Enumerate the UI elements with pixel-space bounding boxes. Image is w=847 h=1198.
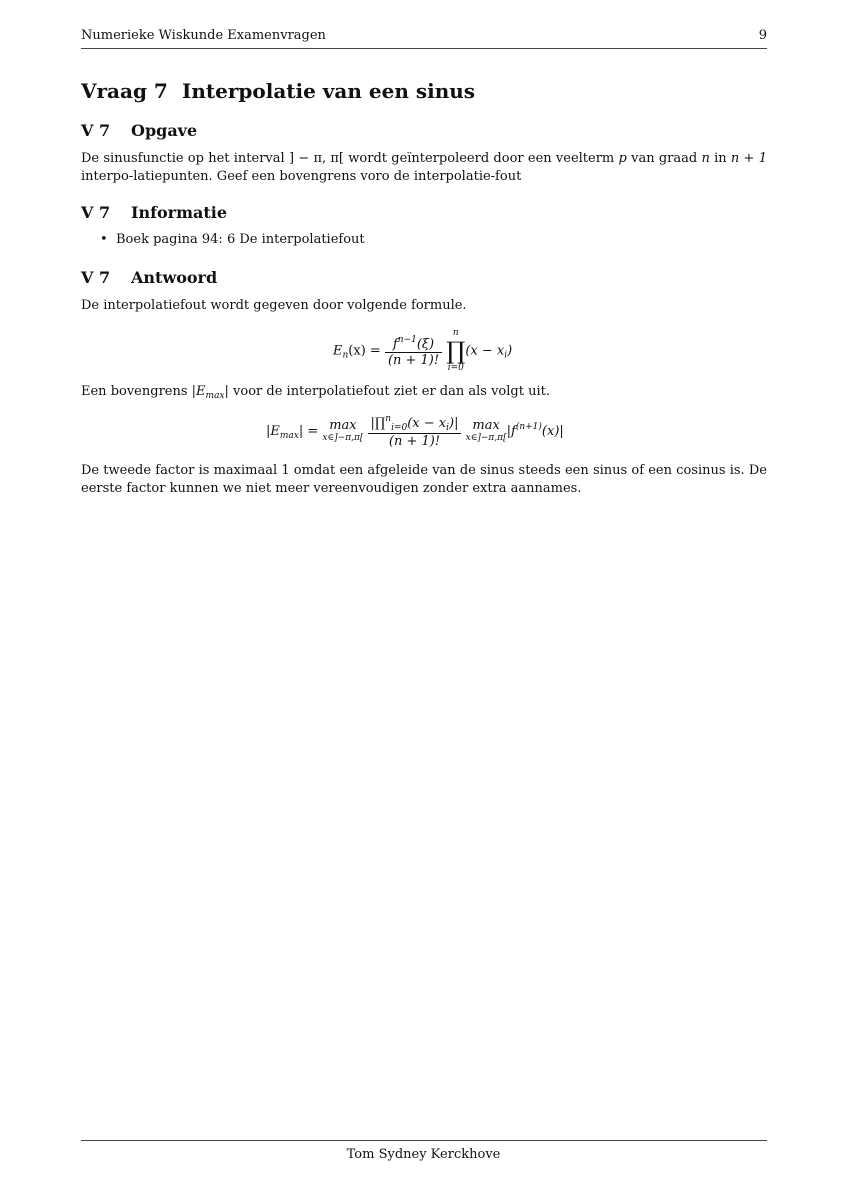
max-limit: x∈]−π,π[ — [322, 433, 364, 443]
product-lower-limit: i=0 — [447, 363, 464, 373]
text-run: Een bovengrens — [81, 384, 192, 399]
text-run: De sinusfunctie op het interval — [81, 151, 289, 166]
fraction — [368, 414, 462, 449]
chapter-title: Interpolatie van een sinus — [182, 79, 476, 103]
math-token: |E — [266, 424, 280, 439]
chapter-number: Vraag 7 — [81, 79, 168, 103]
section-number: V 7 — [81, 203, 111, 222]
bound-paragraph — [81, 383, 767, 405]
list-item — [100, 232, 365, 247]
bullet-icon: • — [100, 232, 108, 247]
section-title: Informatie — [131, 203, 228, 222]
footer-author: Tom Sydney Kerckhove — [346, 1147, 501, 1162]
math-p: p — [618, 151, 627, 166]
math-token: (x)| — [541, 424, 564, 439]
math-token: (ξ) — [416, 336, 435, 352]
math-token: ) — [507, 343, 513, 359]
chapter-heading — [81, 79, 475, 103]
section-heading-antwoord — [81, 268, 217, 287]
product-symbol: ∏ — [446, 337, 466, 365]
math-superscript: n — [385, 414, 392, 424]
math-token: (x − x — [465, 343, 505, 359]
opgave-paragraph — [81, 150, 767, 186]
antwoord-intro: De interpolatiefout wordt gegeven door volgende formule. — [81, 298, 467, 313]
math-subscript: i=0 — [391, 423, 408, 433]
math-subscript: i — [504, 350, 508, 361]
math-token: E — [333, 343, 343, 359]
max-limit: x∈]−π,π[ — [465, 433, 507, 443]
max-operator — [322, 419, 363, 444]
math-superscript: (n+1) — [515, 422, 542, 432]
math-subscript: i — [446, 423, 450, 433]
math-n-plus-1: n + 1 — [730, 151, 767, 166]
text-run: van graad — [626, 151, 702, 166]
fraction — [385, 335, 442, 368]
math-token: |∏ — [370, 416, 386, 431]
fraction-denominator: (n + 1)! — [387, 352, 440, 368]
math-superscript: n−1 — [397, 334, 417, 345]
math-subscript: max — [279, 431, 299, 441]
product-upper-limit: n — [452, 328, 459, 338]
header-title: Numerieke Wiskunde Examenvragen — [81, 28, 326, 43]
section-title: Opgave — [131, 121, 198, 140]
text-run: in — [709, 151, 731, 166]
text-run: voor de interpolatiefout ziet er dan als volgt uit. — [228, 384, 550, 399]
max-label: max — [329, 418, 357, 433]
text-run: interpo-latiepunten. Geef een bovengrens voro de interpolatie-fout — [81, 169, 522, 184]
section-number: V 7 — [81, 121, 111, 140]
page-number: 9 — [758, 28, 767, 43]
math-token: (x) = — [348, 343, 381, 359]
math-token: f — [392, 336, 398, 352]
formula-interpolation-error — [333, 328, 512, 374]
math-token: |E — [191, 384, 206, 399]
math-subscript: n — [342, 350, 349, 361]
fraction-numerator — [385, 335, 442, 353]
footer-divider — [81, 1140, 767, 1141]
max-operator — [466, 419, 507, 444]
math-token: )| — [449, 416, 459, 431]
conclusion-paragraph: De tweede factor is maximaal 1 omdat een afgeleide van de sinus steeds een sinus of een cosinus is. De eerste factor kunnen we niet meer vereenvoudigen zonder extra aannames. — [81, 463, 767, 496]
text-run: wordt geïnterpoleerd door een veelterm — [344, 151, 619, 166]
product-operator — [446, 328, 465, 374]
list-item-text: Boek pagina 94: 6 De interpolatiefout — [116, 232, 365, 247]
section-number: V 7 — [81, 268, 111, 287]
section-heading-informatie — [81, 203, 227, 222]
section-heading-opgave — [81, 121, 197, 140]
max-label: max — [472, 418, 500, 433]
math-token: |f — [506, 424, 516, 439]
fraction-numerator — [368, 414, 462, 434]
math-subscript: max — [205, 391, 225, 401]
running-header — [81, 28, 767, 49]
math-token: (x − x — [407, 416, 447, 431]
fraction-denominator: (n + 1)! — [388, 434, 441, 449]
interval-math: ] − π, π[ — [288, 151, 345, 166]
math-token: | = — [298, 424, 319, 439]
math-n: n — [701, 151, 710, 166]
formula-error-bound — [266, 414, 564, 449]
math-token: | — [224, 384, 229, 399]
section-title: Antwoord — [131, 268, 218, 287]
